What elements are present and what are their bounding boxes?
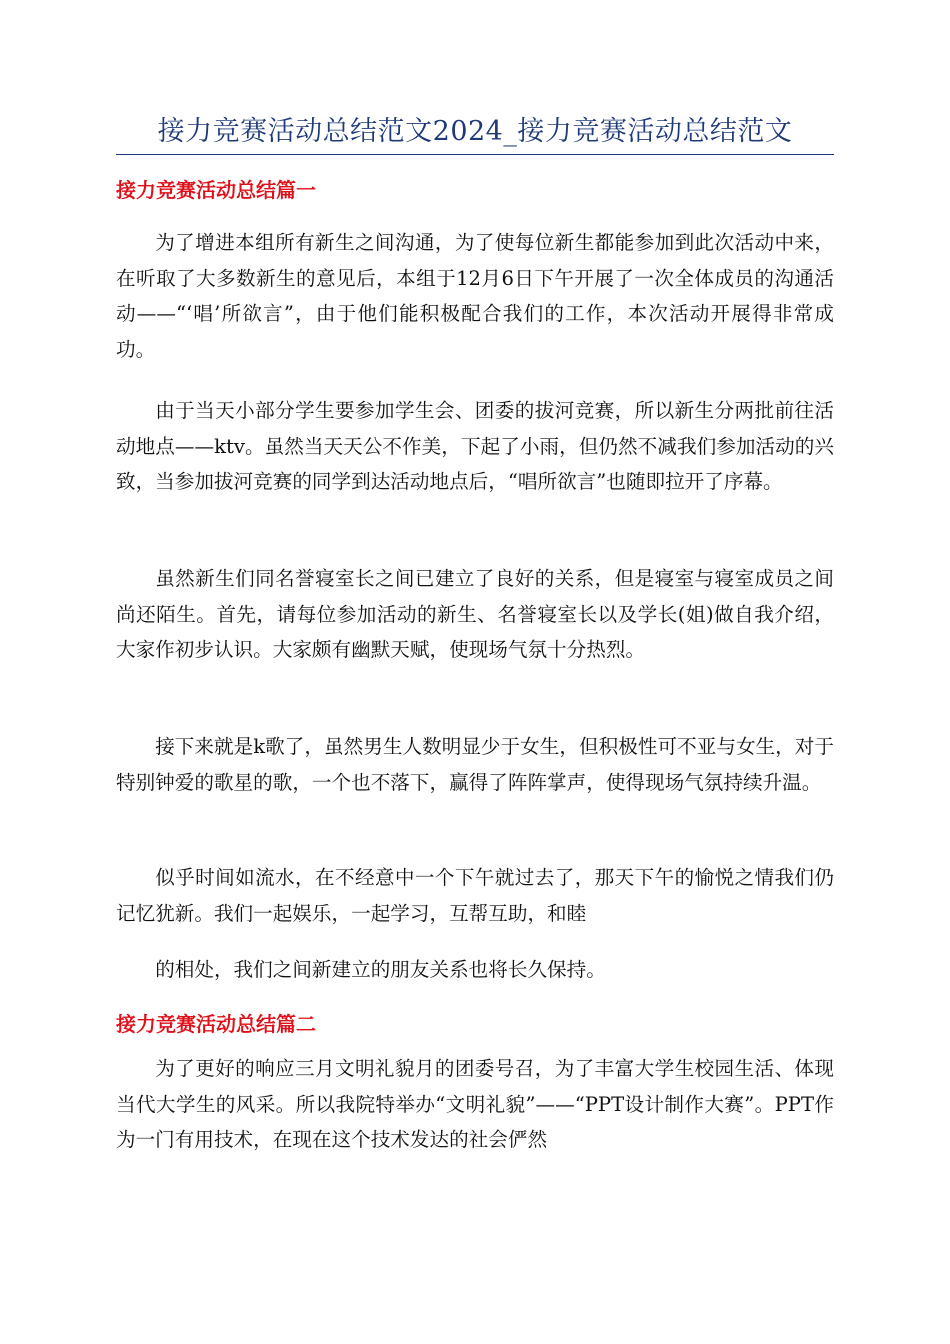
section-heading-2: 接力竞赛活动总结篇二 [116,1012,316,1036]
section-1-paragraph-2: 由于当天小部分学生要参加学生会、团委的拔河竞赛，所以新生分两批前往活动地点——ktv。虽然当天天公不作美，下起了小雨，但仍然不减我们参加活动的兴致，当参加拔河竞赛的同学到达活动地点后，“唱所欲言”也随即拉开了序幕。 [116,399,834,493]
section-2-paragraph-1: 为了更好的响应三月文明礼貌月的团委号召，为了丰富大学生校园生活、体现当代大学生的风采。所以我院特举办“文明礼貌”——“PPT设计制作大赛”。PPT作为一门有用技术，在现在这个技术发达的社会俨然 [116,1057,834,1151]
section-1-paragraph-6: 的相处，我们之间新建立的朋友关系也将长久保持。 [155,958,606,981]
section-1-paragraph-4: 接下来就是k歌了，虽然男生人数明显少于女生，但积极性可不亚与女生，对于特别钟爱的歌星的歌，一个也不落下，赢得了阵阵掌声，使得现场气氛持续升温。 [116,735,834,794]
document-title: 接力竞赛活动总结范文2024_接力竞赛活动总结范文 [157,116,793,147]
section-heading-1: 接力竞赛活动总结篇一 [116,178,316,202]
section-1-paragraph-1: 为了增进本组所有新生之间沟通，为了使每位新生都能参加到此次活动中来，在听取了大多数新生的意见后，本组于12月6日下午开展了一次全体成员的沟通活动——“‘唱’所欲言”，由于他们能积极配合我们的工作，本次活动开展得非常成功。 [116,231,834,361]
title-underline [116,154,834,155]
section-1-paragraph-3: 虽然新生们同名誉寝室长之间已建立了良好的关系，但是寝室与寝室成员之间尚还陌生。首先，请每位参加活动的新生、名誉寝室长以及学长(姐)做自我介绍，大家作初步认识。大家颇有幽默天赋，使现场气氛十分热烈。 [116,567,834,661]
section-1-paragraph-5: 似乎时间如流水，在不经意中一个下午就过去了，那天下午的愉悦之情我们仍记忆犹新。我们一起娱乐，一起学习，互帮互助，和睦 [116,866,834,925]
